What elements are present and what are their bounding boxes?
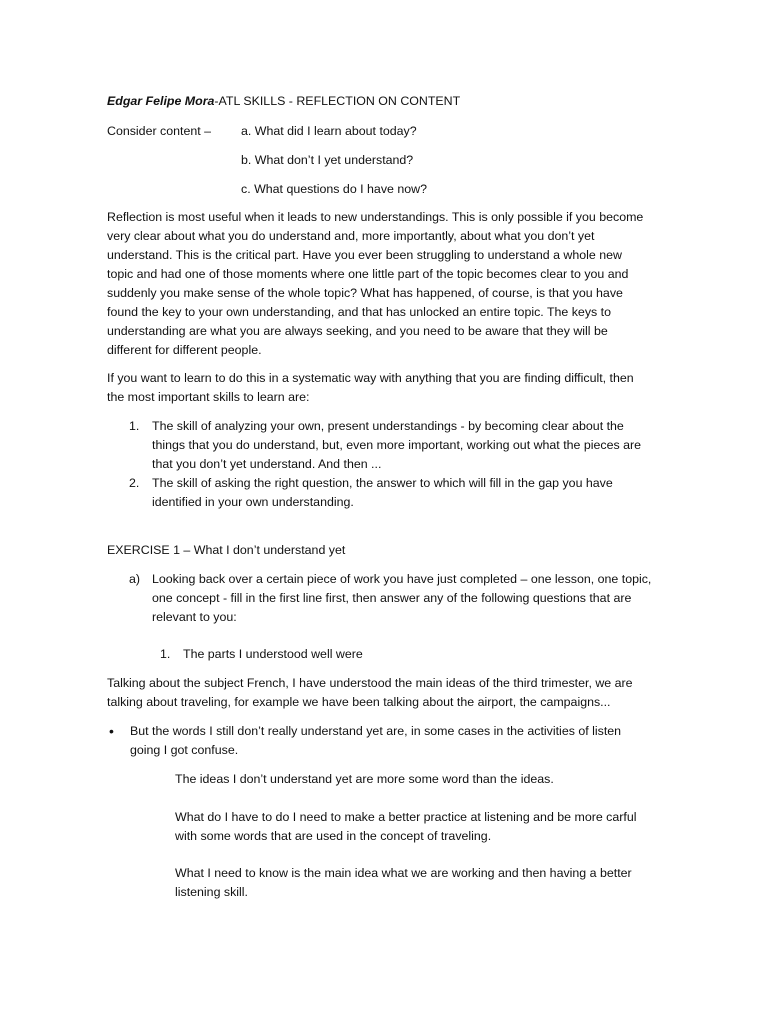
consider-label: Consider content – [107, 124, 212, 138]
list-line: The skill of asking the right question, the answer to which will fill in the gap you have [152, 476, 613, 490]
paragraph-line: Reflection is most useful when it leads to new understandings. This is only possible if you become [107, 210, 644, 224]
question-c: c. What questions do I have now? [241, 182, 427, 196]
paragraph-line: the most important skills to learn are: [107, 390, 310, 404]
paragraph-line: one concept - fill in the first line first, then answer any of the following questions that are [152, 591, 632, 605]
exercise-item-label: a) [129, 572, 141, 586]
skill-text [152, 417, 641, 474]
paragraph-line: going I got confuse. [130, 743, 239, 757]
exercise-item-text [152, 570, 651, 627]
paragraph-line: suddenly you make sense of the whole topic? What has happened, of course, is that you have [107, 286, 623, 300]
paragraph-line: listening skill. [175, 885, 248, 899]
author-name: Edgar Felipe Mora [107, 94, 215, 108]
list-line: that you don’t yet understand. And then ... [152, 457, 382, 471]
document-title [107, 92, 460, 111]
list-number: 1. [129, 419, 140, 433]
paragraph-line: with some words that are used in the concept of traveling. [175, 829, 492, 843]
paragraph-line: If you want to learn to do this in a systematic way with anything that you are finding difficult, then [107, 371, 634, 385]
paragraph-line: understanding are what you are always seeking, and you need to be aware that they will be [107, 324, 608, 338]
paragraph-line: very clear about what you do understand and, more importantly, about what you don’t yet [107, 229, 595, 243]
paragraph-line: But the words I still don’t really understand yet are, in some cases in the activities of listen [130, 724, 622, 738]
sub-item-number: 1. [160, 647, 171, 661]
ideas-response: The ideas I don’t understand yet are more some word than the ideas. [175, 772, 554, 786]
intro-paragraph [107, 208, 643, 360]
paragraph-line: Talking about the subject French, I have understood the main ideas of the third trimester, we are [107, 676, 633, 690]
skill-text [152, 474, 613, 512]
question-a: a. What did I learn about today? [241, 124, 417, 138]
question-b: b. What don’t I yet understand? [241, 153, 414, 167]
paragraph-line: understand. This is the critical part. Have you ever been struggling to understand a whole new [107, 248, 622, 262]
bullet-icon: • [109, 723, 114, 739]
paragraph-line: found the key to your own understanding, and that has unlocked an entire topic. The keys to [107, 305, 611, 319]
sub-item-text: The parts I understood well were [183, 647, 363, 661]
list-line: things that you do understand, but, even more important, working out what the pieces are [152, 438, 642, 452]
title-text: -ATL SKILLS - REFLECTION ON CONTENT [214, 94, 461, 108]
paragraph-line: What I need to know is the main idea what we are working and then having a better [175, 866, 632, 880]
paragraph-line: talking about traveling, for example we have been talking about the airport, the campaigns... [107, 695, 611, 709]
practice-response [175, 808, 636, 846]
paragraph-line: topic and had one of those moments where one little part of the topic becomes clear to you and [107, 267, 629, 281]
bullet-text [130, 722, 621, 760]
exercise-heading: EXERCISE 1 – What I don’t understand yet [107, 543, 346, 557]
paragraph-line: different for different people. [107, 343, 262, 357]
need-response [175, 864, 632, 902]
paragraph-line: What do I have to do I need to make a better practice at listening and be more carful [175, 810, 637, 824]
paragraph-line: relevant to you: [152, 610, 237, 624]
paragraph-line: Looking back over a certain piece of work you have just completed – one lesson, one topic, [152, 572, 652, 586]
list-line: The skill of analyzing your own, present understandings - by becoming clear about the [152, 419, 624, 433]
list-line: identified in your own understanding. [152, 495, 354, 509]
systematic-paragraph [107, 369, 634, 407]
list-number: 2. [129, 476, 140, 490]
answer-paragraph [107, 674, 633, 712]
